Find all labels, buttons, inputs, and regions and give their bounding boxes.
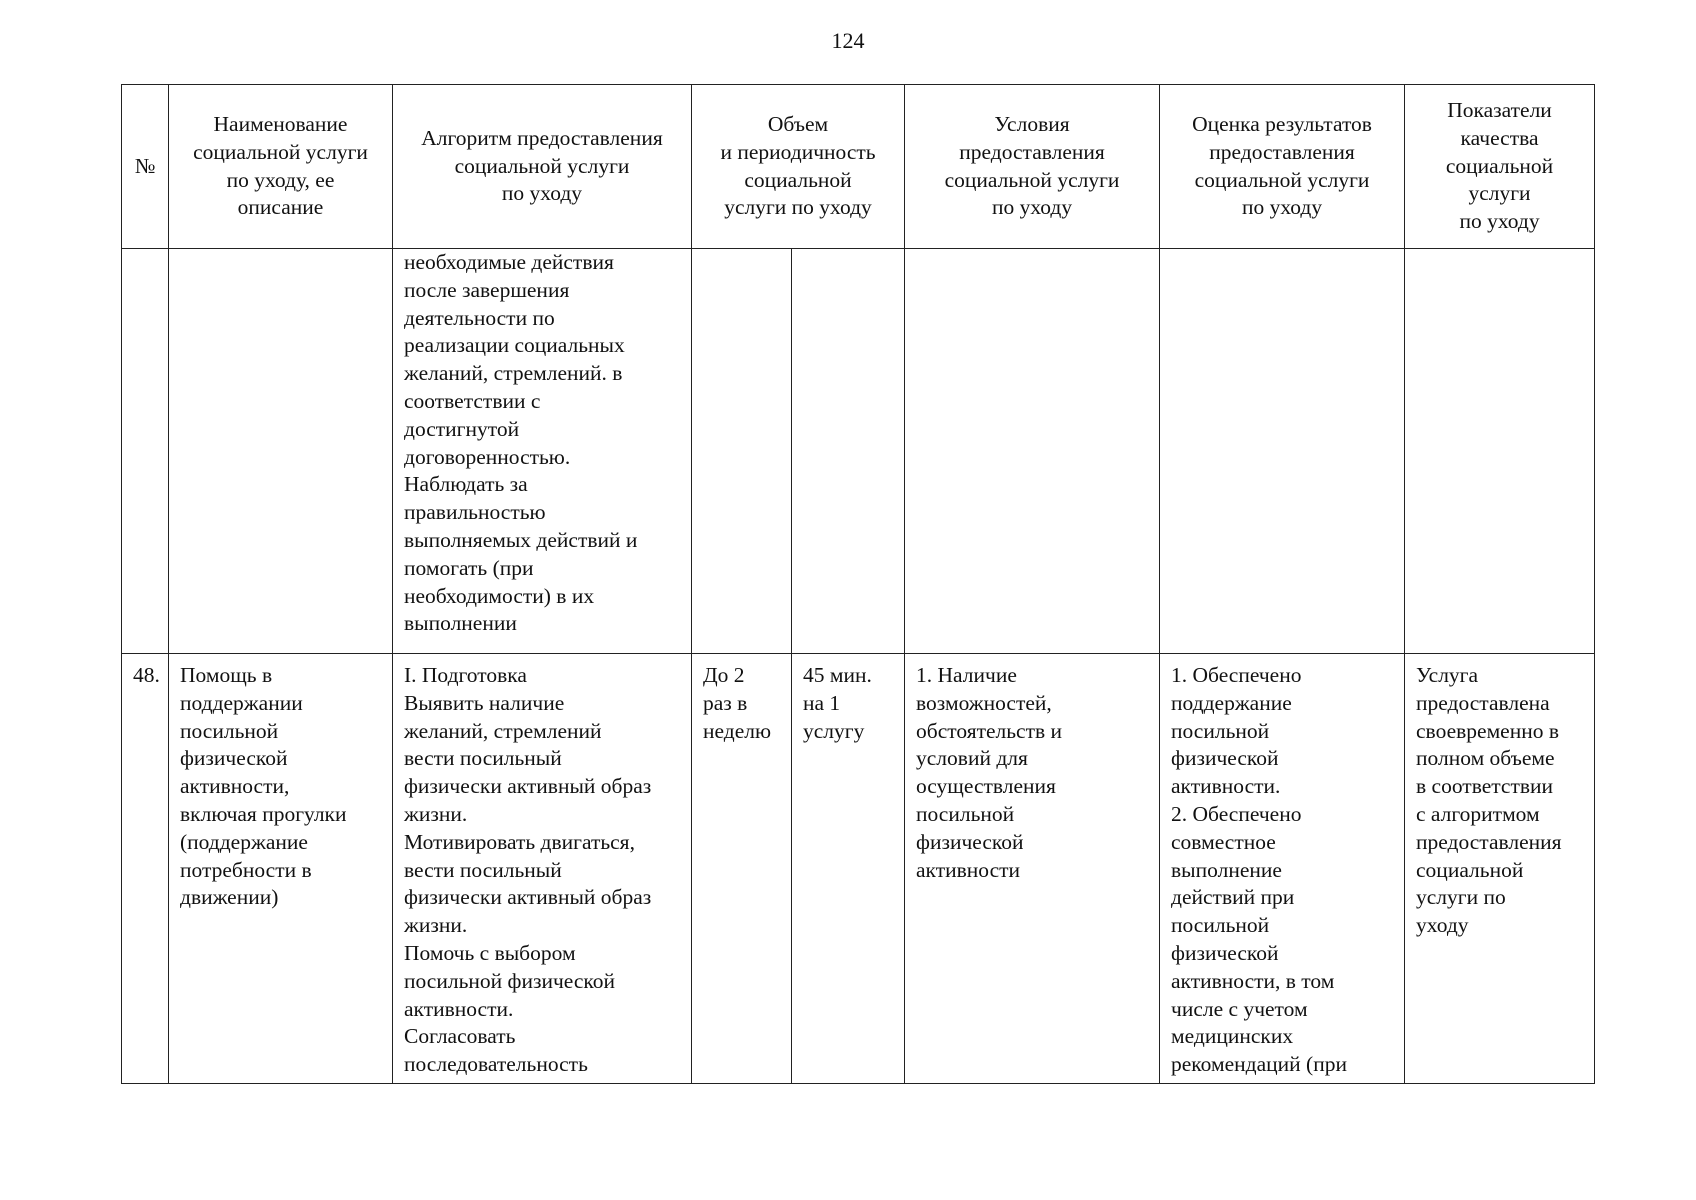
cell-evaluation xyxy=(1160,249,1405,654)
header-volume-periodicity: Объем и периодичность социальной услуги по уходу xyxy=(692,85,905,249)
table-row-continuation xyxy=(122,249,1595,654)
header-quality: Показатели качества социальной услуги по уходу xyxy=(1405,85,1595,249)
header-evaluation: Оценка результатов предоставления социальной услуги по уходу xyxy=(1160,85,1405,249)
cell-algorithm: I. Подготовка Выявить наличие желаний, стремлений вести посильный физически активный образ жизни. Мотивировать двигаться, вести посильный физически активный образ жизни. Помочь с выбором посильной физической активности. Согласовать последовательность xyxy=(393,654,692,1084)
cell-quality: Услуга предоставлена своевременно в полном объеме в соответствии с алгоритмом предоставления социальной услуги по уходу xyxy=(1405,654,1595,1084)
cell-algorithm: необходимые действия после завершения деятельности по реализации социальных желаний, стремлений. в соответствии с достигнутой договоренностью. Наблюдать за правильностью выполняемых действий и помогать (при необходимости) в их выполнении xyxy=(393,249,692,654)
cell-conditions: 1. Наличие возможностей, обстоятельств и условий для осуществления посильной физической активности xyxy=(905,654,1160,1084)
cell-quality xyxy=(1405,249,1595,654)
cell-periodicity xyxy=(792,249,905,654)
cell-conditions xyxy=(905,249,1160,654)
header-algorithm: Алгоритм предоставления социальной услуги по уходу xyxy=(393,85,692,249)
cell-num: 48. xyxy=(122,654,169,1084)
cell-evaluation: 1. Обеспечено поддержание посильной физической активности. 2. Обеспечено совместное выполнение действий при посильной физической активности, в том числе с учетом медицинских рекомендаций (при xyxy=(1160,654,1405,1084)
cell-name: Помощь в поддержании посильной физической активности, включая прогулки (поддержание потребности в движении) xyxy=(169,654,393,1084)
cell-volume: До 2 раз в неделю xyxy=(692,654,792,1084)
table-header-row xyxy=(122,85,1595,249)
page-number: 124 xyxy=(831,28,865,53)
cell-num xyxy=(122,249,169,654)
cell-periodicity: 45 мин. на 1 услугу xyxy=(792,654,905,1084)
header-num: № xyxy=(122,85,169,249)
services-table xyxy=(121,84,1595,1084)
header-conditions: Условия предоставления социальной услуги по уходу xyxy=(905,85,1160,249)
cell-volume xyxy=(692,249,792,654)
table-row-48 xyxy=(122,654,1595,1084)
cell-name xyxy=(169,249,393,654)
header-service-name: Наименование социальной услуги по уходу, ее описание xyxy=(169,85,393,249)
